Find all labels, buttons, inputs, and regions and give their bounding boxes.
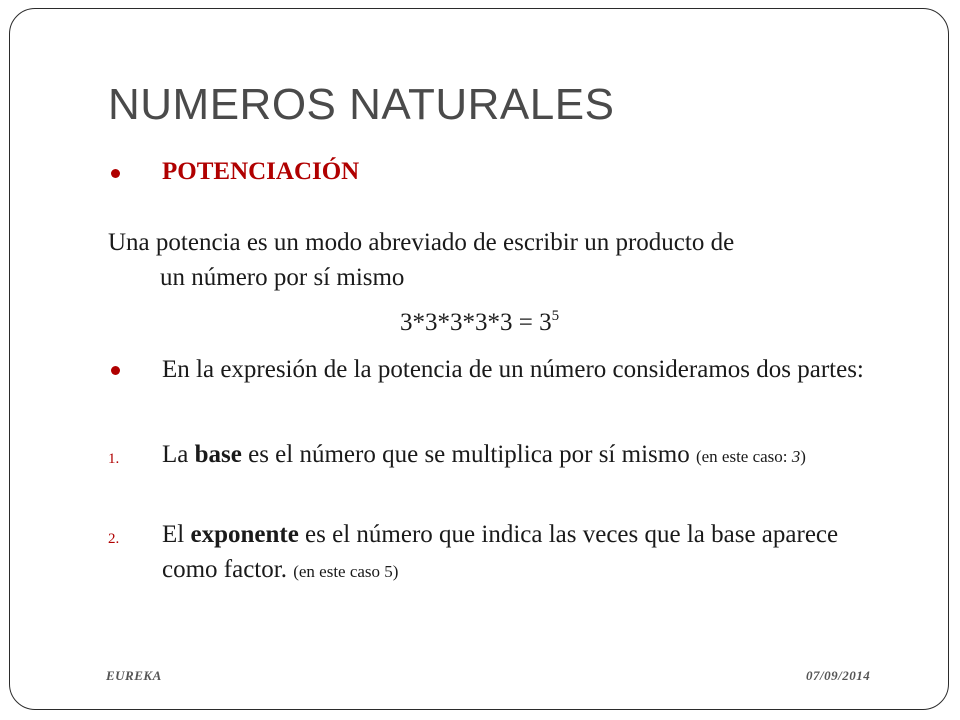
item-text-pre: La — [162, 441, 195, 468]
formula-exponent: 5 — [551, 308, 560, 324]
item-text-post: es el número que se multiplica por sí mismo — [241, 441, 696, 468]
note-value: 3 — [791, 447, 801, 466]
item-text-post: es el número que indica las veces que la base aparece como factor. — [162, 521, 839, 583]
footer-date: 07/09/2014 — [806, 668, 871, 683]
note-open: (en este caso: — [695, 447, 792, 466]
formula-expression: 3*3*3*3*3 = 3 — [400, 309, 552, 336]
note-close: ) — [392, 562, 399, 581]
intro-line-1: Una potencia es un modo abreviado de escribir un producto de — [108, 229, 735, 256]
list-number: 2. — [108, 531, 120, 547]
footer-left: EUREKA — [106, 668, 162, 683]
bullet-dot-icon — [111, 169, 120, 178]
note-value: 5 — [384, 562, 393, 581]
note-open: (en este caso — [293, 562, 385, 581]
term-exponent: exponente — [190, 521, 299, 548]
power-formula — [400, 308, 559, 337]
slide-title: NUMEROS NATURALES — [108, 80, 615, 129]
item-text-pre: El — [162, 521, 191, 548]
list-number: 1. — [108, 451, 120, 467]
list-item-exponent — [162, 517, 882, 589]
section-heading: POTENCIACIÓN — [162, 158, 360, 185]
bullet-paragraph: En la expresión de la potencia de un número consideramos dos partes: — [162, 356, 864, 383]
note-close: ) — [800, 447, 806, 466]
intro-line-2: un número por sí mismo — [160, 264, 405, 291]
bullet-dot-icon — [111, 366, 120, 375]
term-base: base — [194, 441, 242, 468]
list-item-base — [162, 437, 882, 474]
intro-paragraph — [108, 225, 868, 295]
